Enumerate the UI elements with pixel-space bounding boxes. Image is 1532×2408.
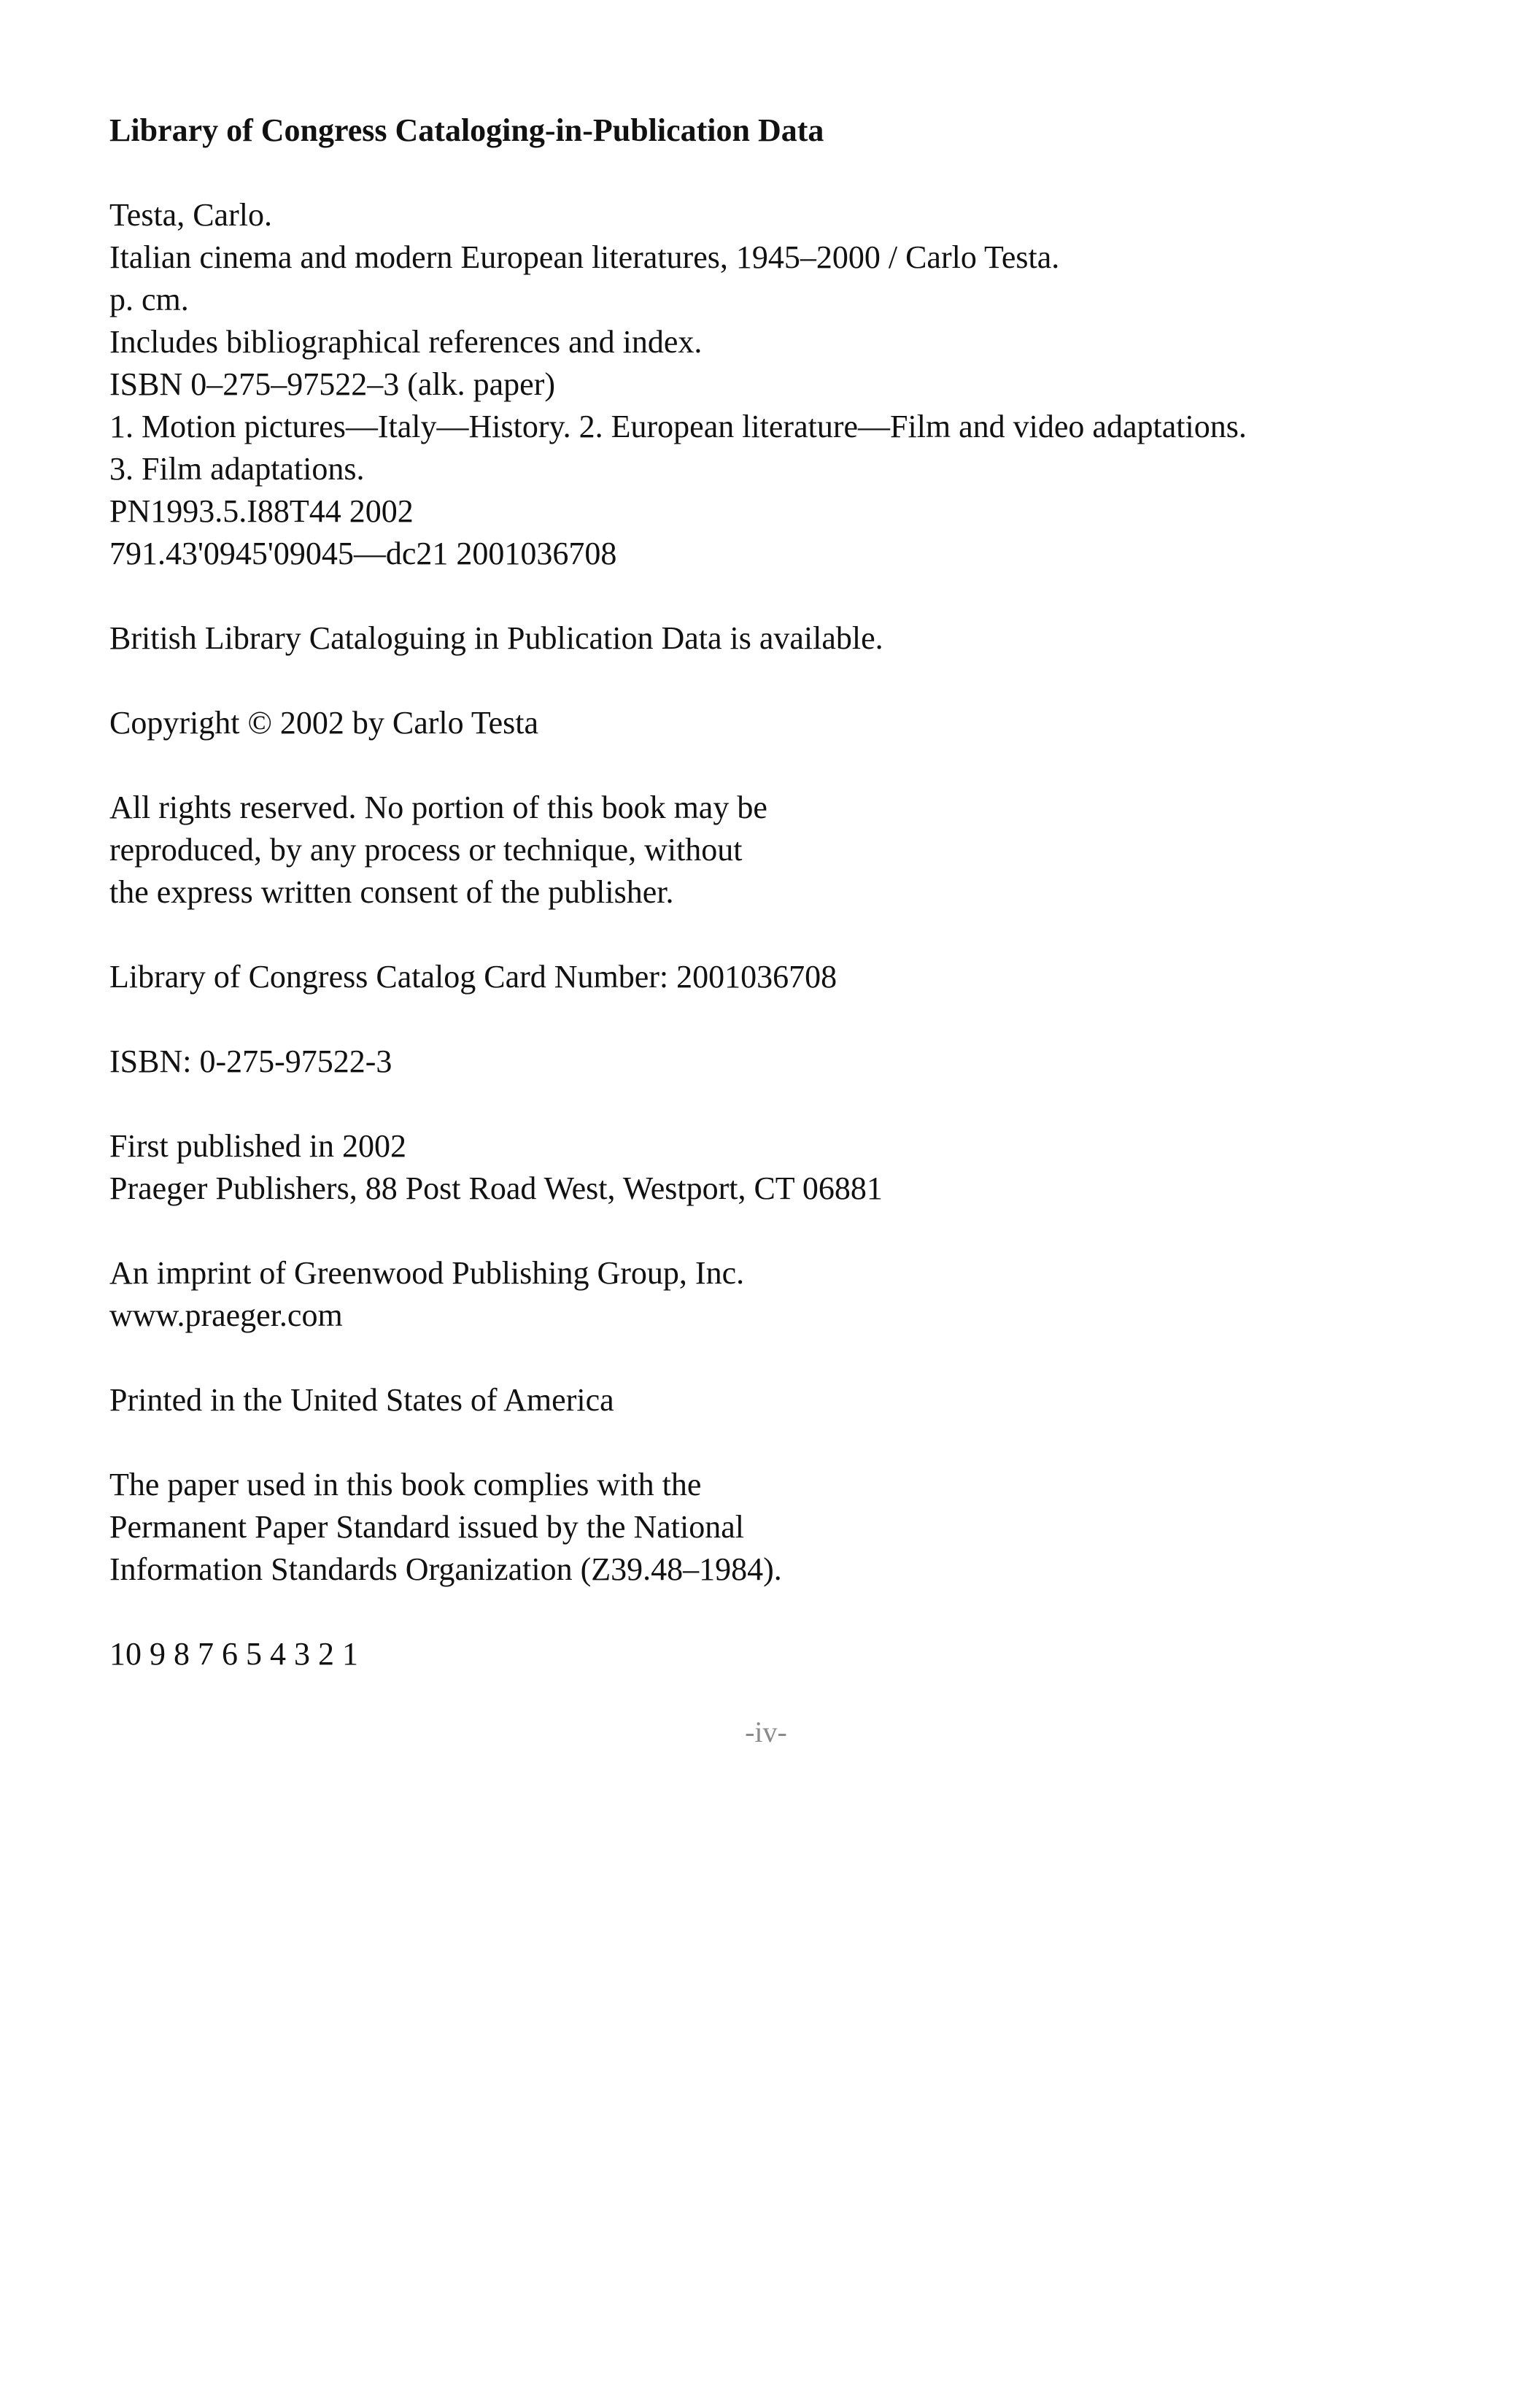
cip-subjects: 1. Motion pictures—Italy—History. 2. European literature—Film and video adaptations. [109, 409, 1247, 444]
first-published: First published in 2002 [109, 1128, 407, 1164]
paper-standard-line-2: Permanent Paper Standard issued by the National [109, 1509, 745, 1545]
paper-standard-block [109, 1464, 1459, 1591]
rights-line-3: the express written consent of the publisher. [109, 874, 674, 910]
paper-standard-line-1: The paper used in this book complies with the [109, 1467, 702, 1502]
print-line-block [109, 1633, 1459, 1675]
british-library-block [109, 617, 1459, 660]
cip-title: Italian cinema and modern European literatures, 1945–2000 / Carlo Testa. [109, 239, 1060, 275]
isbn-number: ISBN: 0-275-97522-3 [109, 1043, 392, 1079]
publisher-address: Praeger Publishers, 88 Post Road West, Westport, CT 06881 [109, 1170, 883, 1206]
cip-heading: Library of Congress Cataloging-in-Publication Data [109, 112, 824, 148]
british-library-statement: British Library Cataloguing in Publication Data is available. [109, 620, 883, 656]
printed-in: Printed in the United States of America [109, 1382, 614, 1418]
cip-notes: Includes bibliographical references and index. [109, 324, 703, 360]
copyright-statement: Copyright © 2002 by Carlo Testa [109, 705, 539, 741]
copyright-block [109, 702, 1459, 744]
cip-record [109, 194, 1459, 575]
imprint-statement: An imprint of Greenwood Publishing Group, Inc. [109, 1255, 745, 1291]
rights-line-1: All rights reserved. No portion of this book may be [109, 790, 767, 825]
page-number: -iv- [745, 1716, 787, 1748]
rights-line-2: reproduced, by any process or technique, without [109, 832, 743, 868]
imprint-block [109, 1252, 1459, 1337]
paper-standard-line-3: Information Standards Organization (Z39.48–1984). [109, 1551, 782, 1587]
print-line: 10 9 8 7 6 5 4 3 2 1 [109, 1636, 358, 1672]
cip-isbn: ISBN 0–275–97522–3 (alk. paper) [109, 366, 556, 402]
catalog-card-number: Library of Congress Catalog Card Number: 2001036708 [109, 959, 837, 995]
rights-block [109, 787, 1459, 914]
isbn-block [109, 1041, 1459, 1083]
cip-dewey-classification: 791.43'0945'09045—dc21 2001036708 [109, 536, 617, 571]
catalog-card-block [109, 956, 1459, 998]
cip-lc-classification: PN1993.5.I88T44 2002 [109, 493, 414, 529]
copyright-page-content [109, 109, 1459, 1718]
cip-physical-description: p. cm. [109, 282, 189, 317]
cip-author: Testa, Carlo. [109, 197, 272, 233]
publisher-website: www.praeger.com [109, 1297, 343, 1333]
publication-block [109, 1125, 1459, 1210]
printed-block [109, 1379, 1459, 1421]
cip-subjects-continued: 3. Film adaptations. [109, 451, 365, 487]
